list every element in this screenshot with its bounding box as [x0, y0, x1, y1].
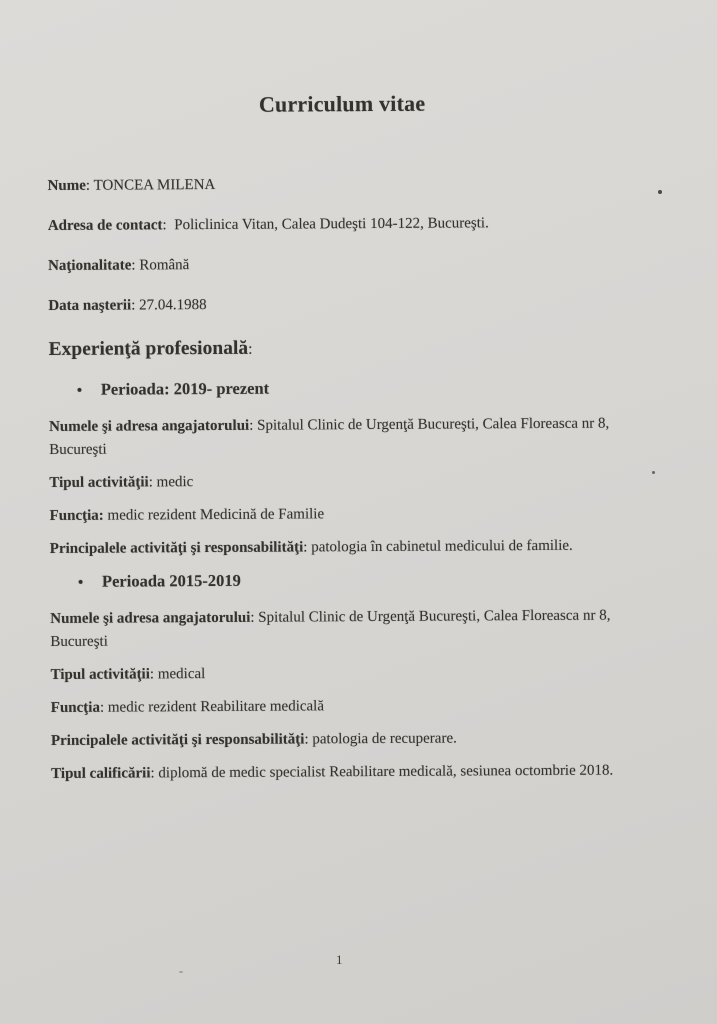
field-label: Nume — [47, 177, 86, 194]
field-value: diplomă de medic specialist Reabilitare medicală, sesiunea octombrie 2018. — [158, 762, 614, 782]
page-content — [47, 89, 663, 796]
field-value: medic rezident Reabilitare medicală — [107, 698, 325, 716]
label-separator: : — [131, 257, 136, 274]
experience-entry-1 — [49, 375, 662, 561]
field-value: Română — [139, 257, 190, 274]
field-functia — [50, 501, 662, 528]
field-data-nasterii — [48, 292, 660, 317]
period-text: Perioada 2015-2019 — [101, 570, 241, 591]
field-label: Tipul activităţii — [49, 474, 149, 491]
field-adresa — [48, 212, 660, 237]
dust-speck — [652, 471, 655, 474]
label-separator: : — [149, 666, 155, 683]
field-functia — [51, 693, 663, 720]
field-label: Funcţia — [50, 699, 100, 716]
period-line — [49, 375, 661, 402]
period-line — [50, 567, 662, 594]
field-value: 27.04.1988 — [139, 297, 207, 314]
field-calificare — [51, 759, 663, 786]
field-label: Tipul calificării — [51, 765, 151, 782]
field-label: Naţionalitate — [48, 257, 132, 274]
page-title: Curriculum vitae — [258, 90, 426, 117]
label-separator: : — [148, 474, 153, 491]
label-separator: : — [85, 177, 91, 194]
field-label: Tipul activităţii — [50, 666, 150, 683]
page-number: 1 — [336, 952, 343, 967]
field-value: Policlinica Vitan, Calea Dudeşti 104-122, Bucureşti. — [174, 215, 489, 234]
heading-separator: : — [248, 340, 253, 358]
field-value: TONCEA MILENA — [93, 176, 216, 194]
field-value: medical — [157, 666, 206, 683]
bullet-icon: • — [76, 382, 83, 399]
field-value: medic rezident Medicină de Familie — [107, 506, 325, 524]
field-label: Numele şi adresa angajatorului — [48, 417, 250, 435]
field-responsabilitati — [51, 726, 663, 753]
field-value: Spitalul Clinic de Urgenţă Bucureşti, Calea Floreasca nr 8, Bucureşti — [50, 607, 611, 650]
label-separator: : — [150, 765, 155, 782]
field-responsabilitati — [50, 534, 662, 561]
field-value: patologia în cabinetul medicului de familie. — [311, 537, 573, 556]
field-nume — [48, 172, 660, 197]
experience-heading — [48, 333, 660, 364]
field-label: Funcţia — [49, 507, 99, 524]
label-separator: : — [162, 217, 167, 234]
field-label: Data naşterii — [48, 297, 132, 314]
field-label: Principalele activităţi şi responsabilităţi — [49, 539, 304, 557]
period-text: Perioada: 2019- prezent — [100, 378, 270, 399]
experience-section — [48, 333, 663, 786]
field-label: Numele şi adresa angajatorului — [50, 609, 251, 627]
field-nationalitate — [48, 252, 660, 277]
label-separator: : — [98, 507, 104, 524]
label-separator: : — [99, 699, 105, 716]
field-label: Adresa de contact — [47, 217, 163, 234]
field-value: patologia de recuperare. — [312, 730, 457, 748]
field-value: Spitalul Clinic de Urgenţă Bucureşti, Calea Floreasca nr 8, Bucureşti — [49, 415, 610, 458]
field-angajator — [49, 412, 661, 462]
experience-entry-2 — [50, 567, 663, 786]
bullet-icon: • — [77, 574, 84, 591]
dust-speck — [658, 190, 662, 194]
heading-text: Experienţă profesională — [48, 337, 249, 360]
label-separator: : — [249, 417, 254, 434]
label-separator: : — [250, 609, 255, 626]
field-label: Principalele activităţi şi responsabilităţi — [50, 731, 305, 749]
personal-info-section — [48, 172, 661, 317]
field-tip-activitate — [49, 468, 661, 495]
label-separator: : — [304, 731, 309, 748]
label-separator: : — [303, 539, 308, 556]
field-value: medic — [156, 474, 194, 491]
field-tip-activitate — [50, 660, 662, 687]
field-angajator — [50, 604, 662, 654]
dust-speck — [179, 971, 183, 973]
label-separator: : — [131, 297, 136, 314]
